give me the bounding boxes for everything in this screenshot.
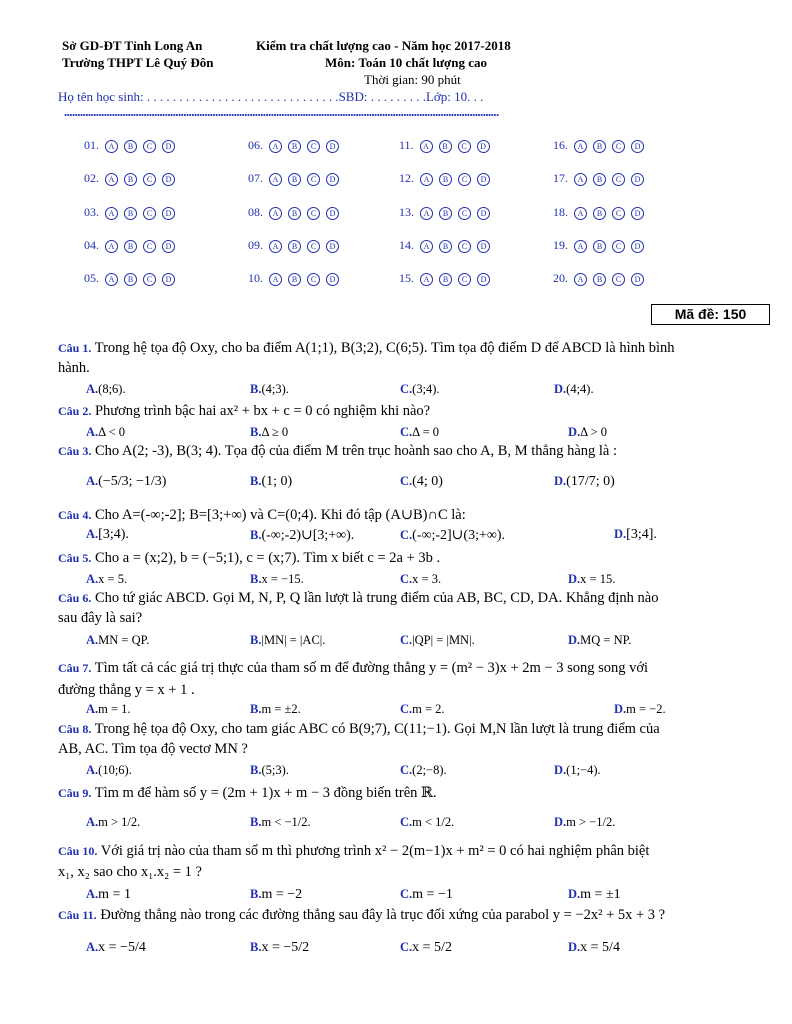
question-number: Câu 3.: [58, 444, 92, 458]
answer-bubble-b[interactable]: B: [288, 173, 301, 186]
answer-bubble-b[interactable]: B: [593, 240, 606, 253]
question-text: Tìm m để hàm số y = (2m + 1)x + m − 3 đồng biến trên ℝ.: [94, 785, 437, 801]
question-1-cont: hành.: [58, 360, 90, 376]
answer-row: [553, 138, 644, 153]
answer-number: 01.: [84, 138, 99, 152]
answer-number: 07.: [248, 171, 263, 185]
option-letter: A.: [86, 527, 99, 541]
option-letter: B.: [250, 940, 262, 954]
answer-row: [248, 205, 339, 220]
option-text: m > 1/2.: [98, 815, 141, 829]
option-text: Δ < 0: [98, 425, 126, 439]
option-text: (8;6).: [98, 382, 126, 396]
q6-option-c[interactable]: [400, 633, 475, 648]
answer-bubble-d[interactable]: D: [162, 207, 175, 220]
answer-bubble-b[interactable]: B: [124, 140, 137, 153]
option-text: x = −5/4: [98, 940, 146, 955]
answer-number: 03.: [84, 205, 99, 219]
answer-row: [399, 171, 490, 186]
answer-row: [84, 205, 175, 220]
answer-bubble-c[interactable]: C: [143, 140, 156, 153]
option-letter: D.: [568, 572, 581, 586]
option-letter: D.: [554, 382, 567, 396]
option-letter: C.: [400, 382, 413, 396]
q11-option-a[interactable]: [86, 940, 146, 956]
option-letter: B.: [250, 572, 262, 586]
question-7: [58, 660, 648, 677]
option-text: (4;3).: [261, 382, 289, 396]
answer-bubble-a[interactable]: A: [574, 207, 587, 220]
answer-bubble-c[interactable]: C: [143, 207, 156, 220]
option-letter: C.: [400, 763, 413, 777]
answer-bubble-b[interactable]: B: [288, 207, 301, 220]
answer-row: [248, 138, 339, 153]
question-number: Câu 7.: [58, 661, 92, 675]
answer-bubble-c[interactable]: C: [307, 140, 320, 153]
option-letter: A.: [86, 382, 99, 396]
option-text: Δ ≥ 0: [261, 425, 289, 439]
q10-option-b[interactable]: [250, 887, 302, 903]
answer-bubble-a[interactable]: A: [420, 173, 433, 186]
option-letter: B.: [250, 528, 262, 542]
answer-bubble-a[interactable]: A: [420, 207, 433, 220]
answer-bubble-b[interactable]: B: [593, 273, 606, 286]
subject-name: Môn: Toán 10 chất lượng cao: [325, 55, 487, 70]
option-text: m = ±2.: [261, 702, 301, 716]
answer-row: [553, 238, 644, 253]
answer-number: 19.: [553, 238, 568, 252]
option-text: (-∞;-2)∪[3;+∞).: [261, 528, 355, 543]
option-letter: B.: [250, 633, 262, 647]
answer-bubble-c[interactable]: C: [143, 240, 156, 253]
option-text: (2;−8).: [412, 763, 447, 777]
answer-bubble-d[interactable]: D: [477, 240, 490, 253]
q7-option-a[interactable]: [86, 702, 131, 717]
answer-number: 10.: [248, 271, 263, 285]
option-letter: D.: [554, 815, 567, 829]
answer-bubble-c[interactable]: C: [612, 173, 625, 186]
question-text: Đường thẳng nào trong các đường thẳng sau đây là trục đối xứng của parabol y = −2x² + 5x + 3 ?: [100, 907, 666, 923]
answer-bubble-c[interactable]: C: [458, 173, 471, 186]
option-letter: C.: [400, 572, 413, 586]
option-text: (17/7; 0): [566, 474, 615, 489]
q5-option-a[interactable]: [86, 572, 127, 587]
answer-bubble-c[interactable]: C: [612, 140, 625, 153]
answer-bubble-a[interactable]: A: [574, 240, 587, 253]
option-letter: D.: [554, 763, 567, 777]
option-letter: C.: [400, 940, 413, 954]
answer-row: [399, 238, 490, 253]
q8-option-b[interactable]: [250, 763, 289, 778]
question-text: Cho tứ giác ABCD. Gọi M, N, P, Q lần lượt là trung điểm của AB, BC, CD, DA. Khẳng định nào: [94, 590, 659, 606]
option-letter: B.: [250, 887, 262, 901]
answer-bubble-b[interactable]: B: [288, 240, 301, 253]
answer-bubble-d[interactable]: D: [631, 207, 644, 220]
q2-option-b[interactable]: [250, 425, 288, 440]
question-number: Câu 5.: [58, 551, 92, 565]
header-divider: ....................................................................................................................................................................: [64, 104, 499, 119]
option-letter: B.: [250, 474, 262, 488]
answer-bubble-a[interactable]: A: [269, 207, 282, 220]
q3-option-c[interactable]: [400, 474, 443, 490]
answer-bubble-b[interactable]: B: [593, 173, 606, 186]
option-text: m < −1/2.: [261, 815, 311, 829]
answer-number: 05.: [84, 271, 99, 285]
question-3: [58, 443, 617, 460]
question-2: [58, 403, 430, 420]
answer-bubble-a[interactable]: A: [105, 240, 118, 253]
answer-bubble-b[interactable]: B: [593, 140, 606, 153]
q5-option-b[interactable]: [250, 572, 304, 587]
option-text: m = −1: [412, 887, 453, 902]
answer-bubble-a[interactable]: A: [105, 207, 118, 220]
q10-option-c[interactable]: [400, 887, 453, 903]
question-10-cont: x₁, x₂ sao cho x₁.x₂ = 1 ?: [58, 864, 202, 880]
answer-row: [399, 205, 490, 220]
option-text: x = 5/2: [412, 940, 452, 955]
answer-bubble-b[interactable]: B: [439, 240, 452, 253]
question-7-cont: đường thẳng y = x + 1 .: [58, 682, 195, 698]
option-letter: A.: [86, 815, 99, 829]
option-text: x = 3.: [412, 572, 442, 586]
answer-bubble-a[interactable]: A: [420, 140, 433, 153]
answer-bubble-c[interactable]: C: [307, 273, 320, 286]
question-text: Trong hệ tọa độ Oxy, cho ba điểm A(1;1), B(3;2), C(6;5). Tìm tọa độ điểm D để ABCD là hình bình: [94, 340, 675, 356]
option-letter: C.: [400, 474, 413, 488]
question-10: [58, 843, 649, 860]
answer-bubble-d[interactable]: D: [162, 240, 175, 253]
q4-option-b[interactable]: [250, 527, 354, 544]
answer-bubble-c[interactable]: C: [612, 273, 625, 286]
option-text: m = −2: [261, 887, 303, 902]
option-text: m = 1: [98, 887, 131, 902]
answer-bubble-d[interactable]: D: [477, 207, 490, 220]
question-11: [58, 907, 665, 924]
answer-bubble-d[interactable]: D: [477, 173, 490, 186]
option-letter: B.: [250, 815, 262, 829]
option-letter: C.: [400, 528, 413, 542]
question-text: Tìm tất cả các giá trị thực của tham số m để đường thẳng y = (m² − 3)x + 2m − 3 song song với: [94, 660, 649, 676]
q7-option-c[interactable]: [400, 702, 445, 717]
question-4: [58, 507, 466, 524]
answer-bubble-a[interactable]: A: [269, 240, 282, 253]
q2-option-a[interactable]: [86, 425, 125, 440]
q2-option-c[interactable]: [400, 425, 439, 440]
answer-bubble-d[interactable]: D: [326, 240, 339, 253]
option-letter: C.: [400, 425, 413, 439]
option-text: (4;4).: [566, 382, 594, 396]
option-letter: A.: [86, 425, 99, 439]
question-text: Cho A(2; -3), B(3; 4). Tọa độ của điểm M trên trục hoành sao cho A, B, M thẳng hàng là :: [94, 443, 618, 459]
answer-row: [553, 171, 644, 186]
answer-bubble-b[interactable]: B: [288, 140, 301, 153]
q6-option-d[interactable]: [568, 633, 631, 648]
answer-bubble-b[interactable]: B: [124, 207, 137, 220]
answer-bubble-a[interactable]: A: [420, 273, 433, 286]
answer-bubble-c[interactable]: C: [458, 207, 471, 220]
option-letter: D.: [614, 702, 627, 716]
answer-number: 08.: [248, 205, 263, 219]
option-text: m = 1.: [98, 702, 131, 716]
question-text: Trong hệ tọa độ Oxy, cho tam giác ABC có B(9;7), C(11;−1). Gọi M,N lần lượt là trung điểm của: [94, 721, 660, 737]
exam-code-box: Mã đề: 150: [651, 304, 770, 325]
answer-row: [84, 238, 175, 253]
option-letter: A.: [86, 572, 99, 586]
answer-bubble-a[interactable]: A: [420, 240, 433, 253]
option-text: x = 5/4: [580, 940, 620, 955]
answer-row: [399, 138, 490, 153]
question-number: Câu 10.: [58, 844, 98, 858]
answer-row: [248, 171, 339, 186]
q7-option-d[interactable]: [614, 702, 666, 717]
answer-bubble-c[interactable]: C: [612, 240, 625, 253]
option-letter: A.: [86, 702, 99, 716]
answer-bubble-d[interactable]: D: [631, 273, 644, 286]
answer-number: 02.: [84, 171, 99, 185]
question-number: Câu 1.: [58, 341, 92, 355]
question-number: Câu 4.: [58, 508, 92, 522]
question-5: [58, 550, 440, 567]
answer-row: [248, 238, 339, 253]
school-name: Trường THPT Lê Quý Đôn: [62, 55, 214, 70]
exam-time: Thời gian: 90 phút: [364, 72, 461, 87]
answer-bubble-c[interactable]: C: [143, 173, 156, 186]
answer-bubble-d[interactable]: D: [631, 140, 644, 153]
q1-option-d[interactable]: [554, 382, 594, 397]
answer-bubble-d[interactable]: D: [477, 273, 490, 286]
answer-row: [84, 171, 175, 186]
answer-number: 09.: [248, 238, 263, 252]
answer-row: [553, 271, 644, 286]
q1-option-c[interactable]: [400, 382, 440, 397]
option-text: m = 2.: [412, 702, 445, 716]
q1-option-a[interactable]: [86, 382, 126, 397]
answer-bubble-b[interactable]: B: [593, 207, 606, 220]
answer-bubble-b[interactable]: B: [439, 273, 452, 286]
question-number: Câu 8.: [58, 722, 92, 736]
answer-bubble-a[interactable]: A: [105, 173, 118, 186]
option-letter: D.: [568, 940, 581, 954]
answer-bubble-a[interactable]: A: [574, 140, 587, 153]
answer-bubble-a[interactable]: A: [269, 140, 282, 153]
option-letter: A.: [86, 474, 99, 488]
q8-option-c[interactable]: [400, 763, 447, 778]
option-text: x = 15.: [580, 572, 616, 586]
answer-row: [84, 138, 175, 153]
q4-option-d[interactable]: [614, 527, 657, 543]
question-text: Với giá trị nào của tham số m thì phương trình x² − 2(m−1)x + m² = 0 có hai nghiệm phân biệt: [100, 843, 650, 859]
q5-option-c[interactable]: [400, 572, 441, 587]
option-letter: C.: [400, 887, 413, 901]
q7-option-b[interactable]: [250, 702, 301, 717]
option-text: MQ = NP.: [580, 633, 632, 647]
option-letter: B.: [250, 425, 262, 439]
option-letter: D.: [554, 474, 567, 488]
answer-number: 17.: [553, 171, 568, 185]
answer-row: [248, 271, 339, 286]
q11-option-d[interactable]: [568, 940, 620, 956]
option-text: [3;4).: [98, 527, 129, 542]
q3-option-b[interactable]: [250, 474, 292, 490]
option-letter: B.: [250, 763, 262, 777]
q8-option-d[interactable]: [554, 763, 601, 778]
option-letter: D.: [568, 425, 581, 439]
q8-option-a[interactable]: [86, 763, 132, 778]
option-text: (1;−4).: [566, 763, 601, 777]
q9-option-a[interactable]: [86, 815, 140, 830]
q3-option-a[interactable]: [86, 474, 166, 490]
option-letter: C.: [400, 815, 413, 829]
answer-bubble-a[interactable]: A: [574, 173, 587, 186]
answer-bubble-c[interactable]: C: [307, 240, 320, 253]
option-text: Δ = 0: [412, 425, 440, 439]
q4-option-c[interactable]: [400, 527, 505, 544]
q11-option-c[interactable]: [400, 940, 452, 956]
option-text: |QP| = |MN|.: [412, 633, 475, 647]
q10-option-a[interactable]: [86, 887, 131, 903]
exam-title: Kiểm tra chất lượng cao - Năm học 2017-2018: [256, 38, 511, 53]
answer-bubble-a[interactable]: A: [105, 273, 118, 286]
option-text: |MN| = |AC|.: [261, 633, 326, 647]
answer-number: 15.: [399, 271, 414, 285]
answer-bubble-d[interactable]: D: [326, 273, 339, 286]
q9-option-c[interactable]: [400, 815, 454, 830]
answer-number: 12.: [399, 171, 414, 185]
answer-bubble-b[interactable]: B: [124, 240, 137, 253]
answer-bubble-d[interactable]: D: [162, 140, 175, 153]
q9-option-b[interactable]: [250, 815, 311, 830]
option-text: (3;4).: [412, 382, 440, 396]
answer-bubble-d[interactable]: D: [162, 273, 175, 286]
student-info-line: Họ tên học sinh: . . . . . . . . . . . . . . . . . . . . . . . . . . . . . .SBD: . . . . . . . . .Lớp: 10. . .: [58, 89, 484, 104]
answer-bubble-d[interactable]: D: [477, 140, 490, 153]
q10-option-d[interactable]: [568, 887, 621, 903]
q6-option-a[interactable]: [86, 633, 149, 648]
answer-row: [84, 271, 175, 286]
answer-number: 14.: [399, 238, 414, 252]
question-1: [58, 340, 675, 357]
option-letter: B.: [250, 382, 262, 396]
option-letter: C.: [400, 702, 413, 716]
answer-number: 11.: [399, 138, 414, 152]
option-letter: D.: [614, 527, 627, 541]
answer-bubble-d[interactable]: D: [162, 173, 175, 186]
option-letter: B.: [250, 702, 262, 716]
option-letter: C.: [400, 633, 413, 647]
answer-bubble-b[interactable]: B: [439, 140, 452, 153]
answer-bubble-b[interactable]: B: [124, 273, 137, 286]
question-text: Phương trình bậc hai ax² + bx + c = 0 có nghiệm khi nào?: [94, 403, 431, 419]
option-letter: A.: [86, 633, 99, 647]
option-text: (5;3).: [261, 763, 289, 777]
question-number: Câu 6.: [58, 591, 92, 605]
option-text: x = 5.: [98, 572, 128, 586]
option-letter: A.: [86, 887, 99, 901]
option-text: (−5/3; −1/3): [98, 474, 167, 489]
question-number: Câu 9.: [58, 786, 92, 800]
q11-option-b[interactable]: [250, 940, 309, 956]
option-text: (10;6).: [98, 763, 132, 777]
option-letter: A.: [86, 940, 99, 954]
answer-bubble-d[interactable]: D: [631, 173, 644, 186]
question-8-cont: AB, AC. Tìm tọa độ vectơ MN ?: [58, 741, 248, 757]
answer-number: 16.: [553, 138, 568, 152]
department-name: Sở GD-ĐT Tỉnh Long An: [62, 38, 203, 53]
q4-option-a[interactable]: [86, 527, 129, 543]
question-6-cont: sau đây là sai?: [58, 610, 143, 626]
answer-bubble-a[interactable]: A: [269, 273, 282, 286]
answer-bubble-c[interactable]: C: [612, 207, 625, 220]
answer-bubble-c[interactable]: C: [143, 273, 156, 286]
question-text: Cho a = (x;2), b = (−5;1), c = (x;7). Tìm x biết c = 2a + 3b .: [94, 550, 441, 566]
answer-bubble-d[interactable]: D: [326, 173, 339, 186]
q2-option-d[interactable]: [568, 425, 607, 440]
q5-option-d[interactable]: [568, 572, 615, 587]
option-text: m > −1/2.: [566, 815, 616, 829]
answer-bubble-c[interactable]: C: [458, 240, 471, 253]
option-text: x = −15.: [261, 572, 304, 586]
answer-number: 18.: [553, 205, 568, 219]
answer-bubble-b[interactable]: B: [288, 273, 301, 286]
q3-option-d[interactable]: [554, 474, 615, 490]
q1-option-b[interactable]: [250, 382, 289, 397]
answer-bubble-b[interactable]: B: [124, 173, 137, 186]
question-6: [58, 590, 658, 607]
answer-bubble-a[interactable]: A: [269, 173, 282, 186]
q6-option-b[interactable]: [250, 633, 325, 648]
option-text: (1; 0): [261, 474, 293, 489]
q9-option-d[interactable]: [554, 815, 615, 830]
question-8: [58, 721, 660, 738]
option-text: [3;4].: [626, 527, 657, 542]
answer-row: [399, 271, 490, 286]
answer-row: [553, 205, 644, 220]
answer-number: 20.: [553, 271, 568, 285]
option-letter: D.: [568, 887, 581, 901]
option-text: Δ > 0: [580, 425, 608, 439]
question-number: Câu 2.: [58, 404, 92, 418]
question-text: Cho A=(-∞;-2]; B=[3;+∞) và C=(0;4). Khi đó tập (A∪B)∩C là:: [94, 507, 466, 523]
answer-bubble-c[interactable]: C: [458, 273, 471, 286]
question-number: Câu 11.: [58, 908, 97, 922]
option-text: m = −2.: [626, 702, 666, 716]
answer-number: 04.: [84, 238, 99, 252]
option-text: MN = QP.: [98, 633, 150, 647]
option-letter: D.: [568, 633, 581, 647]
option-text: x = −5/2: [261, 940, 310, 955]
answer-bubble-d[interactable]: D: [631, 240, 644, 253]
answer-bubble-d[interactable]: D: [326, 140, 339, 153]
option-letter: A.: [86, 763, 99, 777]
option-text: m < 1/2.: [412, 815, 455, 829]
answer-bubble-b[interactable]: B: [439, 173, 452, 186]
question-9: [58, 785, 437, 802]
option-text: m = ±1: [580, 887, 621, 902]
answer-bubble-c[interactable]: C: [307, 173, 320, 186]
answer-bubble-c[interactable]: C: [458, 140, 471, 153]
answer-number: 06.: [248, 138, 263, 152]
answer-number: 13.: [399, 205, 414, 219]
option-text: (-∞;-2]∪(3;+∞).: [412, 528, 505, 543]
option-text: (4; 0): [412, 474, 443, 489]
answer-bubble-d[interactable]: D: [326, 207, 339, 220]
answer-bubble-a[interactable]: A: [105, 140, 118, 153]
answer-bubble-c[interactable]: C: [307, 207, 320, 220]
answer-bubble-b[interactable]: B: [439, 207, 452, 220]
answer-bubble-a[interactable]: A: [574, 273, 587, 286]
